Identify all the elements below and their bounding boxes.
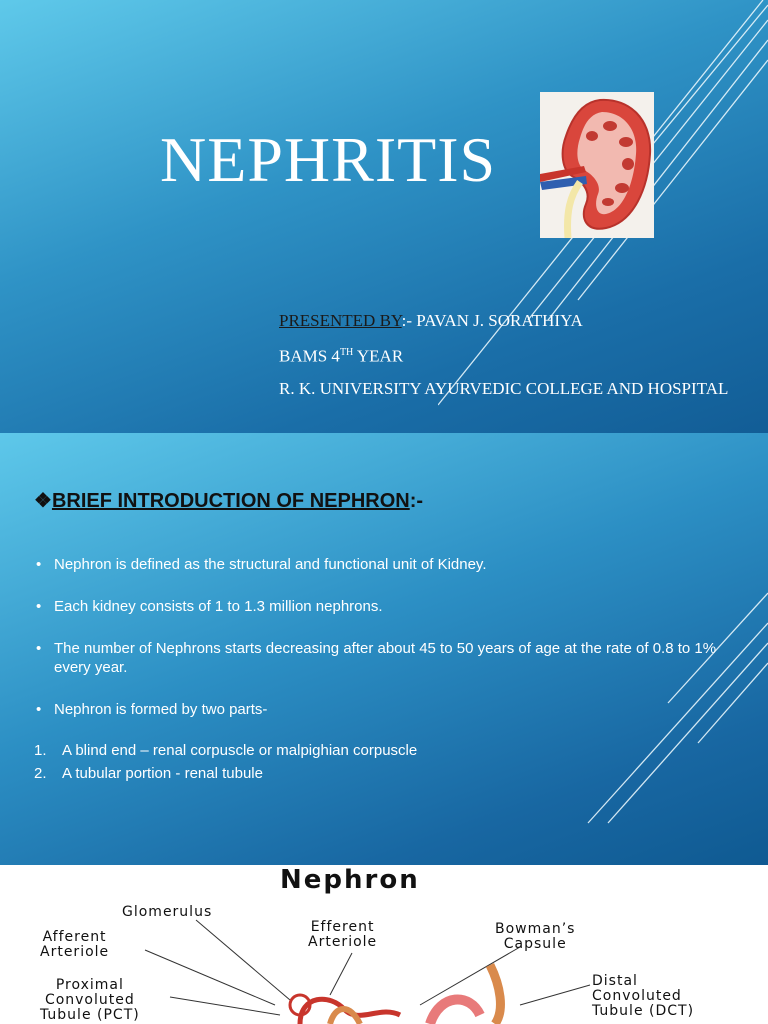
bullet-text: The number of Nephrons starts decreasing after about 45 to 50 years of age at the rate of 0.8 to 1% every year. [54, 640, 717, 676]
diagram-title: Nephron [280, 865, 420, 895]
bullet-list [36, 555, 756, 785]
bullet-dot-icon: • [36, 640, 42, 657]
list-item [36, 555, 756, 574]
label-efferent-arteriole: Efferent Arteriole [308, 919, 378, 950]
course-suffix: YEAR [353, 346, 404, 366]
presented-by-line [279, 305, 728, 337]
item-text: A tubular portion - renal tubule [62, 765, 263, 782]
section-heading [34, 488, 423, 513]
list-item [36, 597, 756, 616]
label-dct: Distal Convoluted Tubule (DCT) [592, 973, 695, 1019]
course-superscript: TH [339, 347, 354, 358]
label-bowmans-capsule: Bowman’s Capsule [495, 921, 576, 952]
heading-suffix: :- [409, 490, 424, 512]
presenter-info [279, 305, 728, 405]
intro-slide [0, 433, 768, 865]
bullet-text: Nephron is formed by two parts- [54, 701, 268, 718]
nephron-diagram-slide [0, 865, 768, 1024]
bullet-dot-icon: • [36, 701, 42, 718]
label-pct: Proximal Convoluted Tubule (PCT) [40, 977, 140, 1023]
course-line [279, 337, 728, 373]
presented-by-label: PRESENTED BY [279, 311, 402, 330]
list-item [36, 700, 756, 719]
list-item [36, 639, 756, 677]
institution-line: R. K. UNIVERSITY AYURVEDIC COLLEGE AND HOSPITAL [279, 378, 729, 398]
kidney-image [540, 92, 654, 238]
numbered-item [34, 762, 756, 785]
diamond-bullet-icon: ❖ [34, 490, 52, 512]
label-afferent-arteriole: Afferent Arteriole [40, 929, 110, 960]
numbered-item [34, 739, 756, 762]
bullet-text: Each kidney consists of 1 to 1.3 million nephrons. [54, 598, 383, 615]
bullet-text: Nephron is defined as the structural and functional unit of Kidney. [54, 556, 487, 573]
presented-by-separator: :- [401, 311, 417, 330]
kidney-icon [540, 92, 654, 238]
bullet-dot-icon: • [36, 556, 42, 573]
course-prefix: BAMS 4 [279, 346, 340, 366]
title-slide [0, 0, 768, 433]
item-text: A blind end – renal corpuscle or malpighian corpuscle [62, 742, 418, 759]
presenter-name: PAVAN J. SORATHIYA [416, 311, 583, 330]
slide-title: NEPHRITIS [160, 124, 497, 195]
heading-text: BRIEF INTRODUCTION OF NEPHRON [51, 490, 410, 512]
item-number: 1. [34, 742, 47, 759]
nephron-tubule-drawing [290, 965, 500, 1024]
bullet-dot-icon: • [36, 598, 42, 615]
item-number: 2. [34, 765, 47, 782]
label-glomerulus: Glomerulus [122, 904, 213, 920]
